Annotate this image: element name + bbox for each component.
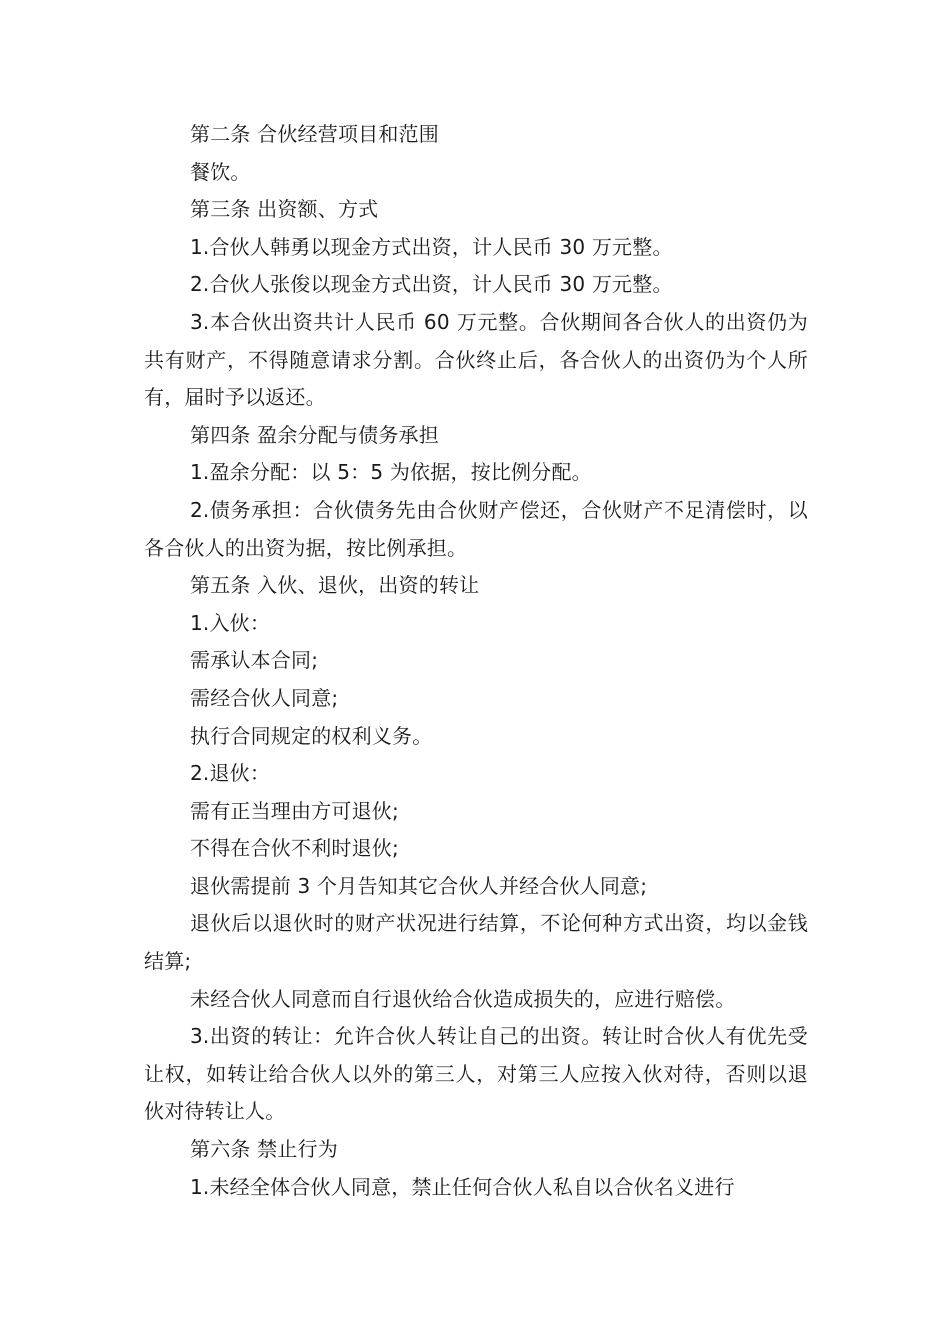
list-item: 退伙需提前 3 个月告知其它合伙人并经合伙人同意; [190, 873, 648, 898]
article-3-clause-1: 1.合伙人韩勇以现金方式出资，计人民币 30 万元整。 [190, 234, 673, 259]
document-body [144, 116, 808, 1206]
article-3-heading: 第三条 出资额、方式 [190, 197, 379, 222]
article-3-clause-3: 3.本合伙出资共计人民币 60 万元整。合伙期间各合伙人的出资仍为共有财产，不得随意请求分割。合伙终止后，各合伙人的出资仍为个人所有，届时予以返还。 [144, 309, 808, 410]
article-5-clause-2: 2.退伙： [190, 761, 271, 786]
article-5-heading: 第五条 入伙、退伙，出资的转让 [190, 573, 480, 598]
list-item: 需经合伙人同意; [190, 685, 339, 710]
list-item: 退伙后以退伙时的财产状况进行结算，不论何种方式出资，均以金钱结算; [144, 911, 808, 974]
article-6-heading: 第六条 禁止行为 [190, 1137, 338, 1162]
list-item: 需承认本合同; [190, 648, 319, 673]
list-item: 执行合同规定的权利义务。 [190, 723, 433, 748]
article-4-clause-1: 1.盈余分配：以 5：5 为依据，按比例分配。 [190, 460, 592, 485]
article-6-clause-1: 1.未经全体合伙人同意，禁止任何合伙人私自以合伙名义进行 [190, 1174, 735, 1199]
list-item: 未经合伙人同意而自行退伙给合伙造成损失的，应进行赔偿。 [190, 986, 736, 1011]
article-5-clause-3: 3.出资的转让：允许合伙人转让自己的出资。转让时合伙人有优先受让权，如转让给合伙人以外的第三人，对第三人应按入伙对待，否则以退伙对待转让人。 [144, 1024, 808, 1124]
list-item: 需有正当理由方可退伙; [190, 798, 399, 823]
article-3-clause-2: 2.合伙人张俊以现金方式出资，计人民币 30 万元整。 [190, 272, 673, 297]
article-5-clause-1: 1.入伙： [190, 610, 271, 635]
article-4-clause-2: 2.债务承担：合伙债务先由合伙财产偿还，合伙财产不足清偿时，以各合伙人的出资为据，按比例承担。 [144, 497, 808, 560]
article-4-heading: 第四条 盈余分配与债务承担 [190, 422, 439, 447]
list-item: 不得在合伙不利时退伙; [190, 836, 399, 861]
article-2-heading: 第二条 合伙经营项目和范围 [190, 122, 439, 146]
article-2-scope: 餐饮。 [190, 159, 251, 184]
